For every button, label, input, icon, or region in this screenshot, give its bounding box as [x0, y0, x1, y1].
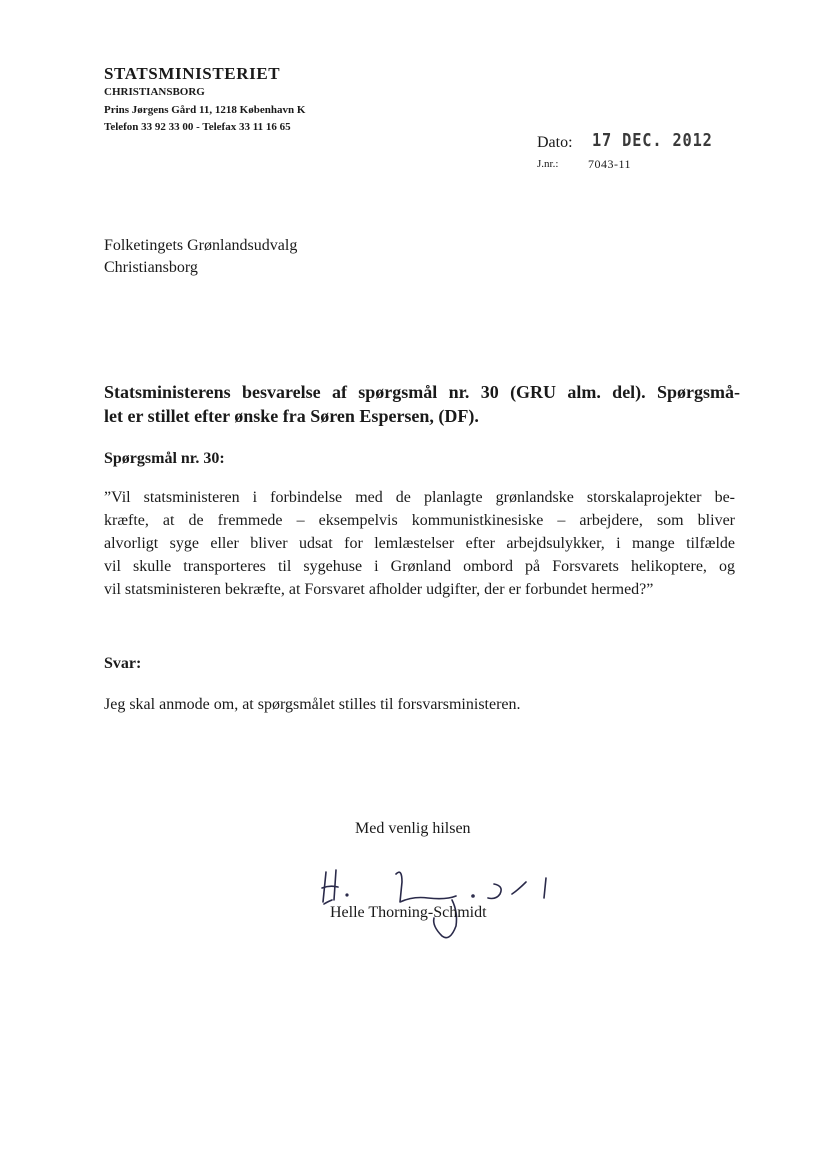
subject-line-1: Statsministerens besvarelse af spørgsmål nr. 30 (GRU alm. del). Spørgsmå- [104, 382, 740, 402]
journal-number-label: J.nr.: [537, 158, 559, 170]
question-line: ”Vil statsministeren i forbindelse med de planlagte grønlandske storskalaprojekter be- [104, 489, 735, 506]
question-line: vil skulle transporteres til sygehuse i Grønland ombord på Forsvarets helikoptere, og [104, 558, 735, 575]
question-line: kræfte, at de fremmede – eksempelvis kommunistkinesiske – arbejdere, som bliver [104, 512, 735, 529]
signer-name: Helle Thorning-Schmidt [330, 904, 487, 921]
letterhead-name: STATSMINISTERIET [104, 64, 281, 83]
date-label: Dato: [537, 134, 573, 151]
question-text [104, 486, 735, 601]
answer-heading: Svar: [104, 655, 142, 672]
date-stamp: 17 DEC. 2012 [592, 130, 713, 151]
recipient-line-2: Christiansborg [104, 259, 198, 276]
subject-line-2: let er stillet efter ønske fra Søren Espersen, (DF). [104, 406, 479, 426]
letterhead-location: CHRISTIANSBORG [104, 86, 205, 98]
journal-number-value: 7043-11 [588, 157, 632, 171]
subject-heading [104, 380, 740, 428]
answer-text: Jeg skal anmode om, at spørgsmålet stilles til forsvarsministeren. [104, 696, 521, 713]
letterhead-contact: Telefon 33 92 33 00 - Telefax 33 11 16 65 [104, 121, 291, 133]
recipient-line-1: Folketingets Grønlandsudvalg [104, 237, 298, 254]
question-line: alvorligt syge eller bliver udsat for lemlæstelser efter arbejdsulykker, i mange tilfælde [104, 535, 735, 552]
closing-greeting: Med venlig hilsen [355, 820, 471, 837]
question-line: vil statsministeren bekræfte, at Forsvaret afholder udgifter, der er forbundet hermed?” [104, 581, 654, 598]
letterhead-address: Prins Jørgens Gård 11, 1218 København K [104, 104, 306, 116]
question-heading: Spørgsmål nr. 30: [104, 450, 225, 467]
